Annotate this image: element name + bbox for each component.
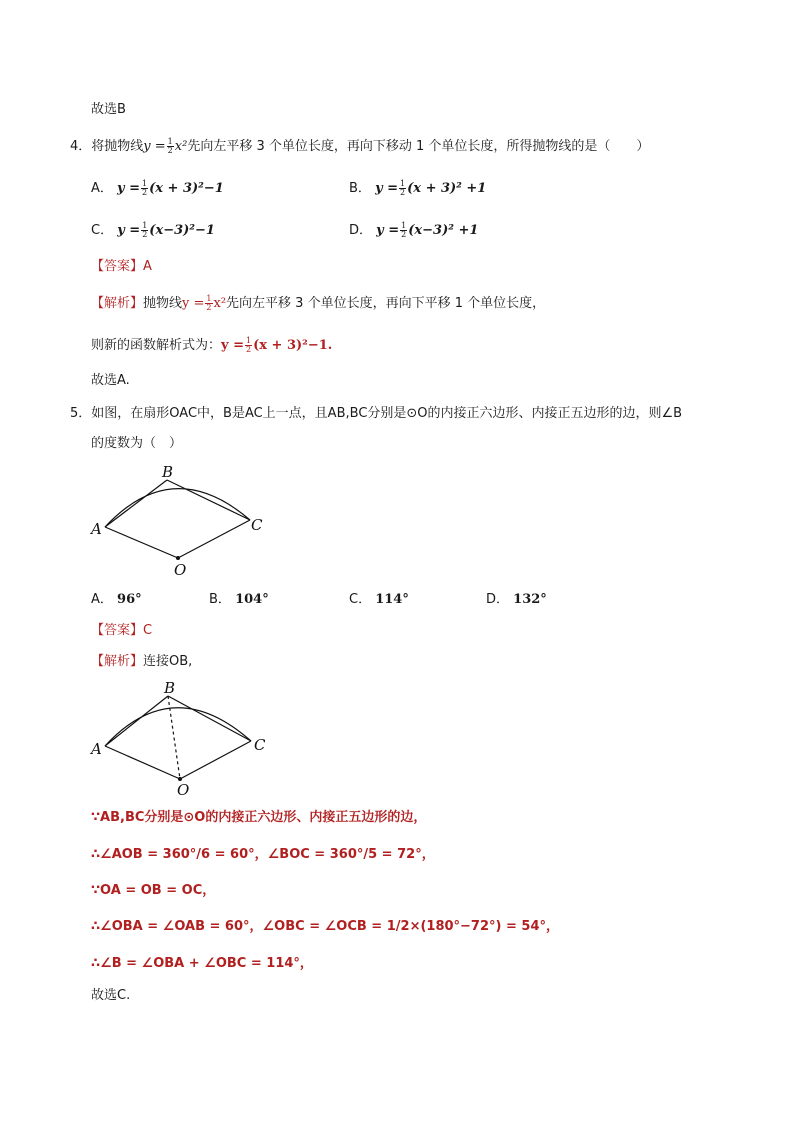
- q4-answer: 【答案】A: [91, 259, 152, 274]
- q4-number: 4．: [70, 139, 92, 154]
- fig2-label-a: A: [91, 740, 102, 758]
- q4-analysis: 【解析】抛物线y = $\frac{1}{2}$ x²先向左平移 3 个单位长度，再向下平移 1 个单位长度，: [91, 294, 546, 312]
- sector-figure-1: [85, 460, 275, 580]
- q5-option-a: A． 96°: [91, 592, 142, 607]
- fig2-label-b: B: [164, 679, 176, 697]
- q5-option-c: C． 114°: [349, 592, 409, 607]
- sector-figure-2: [85, 678, 275, 798]
- q4-option-d: D． y = $\frac{1}{2}$ (x−3)² +1: [349, 221, 479, 239]
- q4-option-b: B． y = $\frac{1}{2}$ (x + 3)² +1: [349, 179, 487, 197]
- fig1-label-b: B: [162, 463, 174, 481]
- prev-conclusion: 故选B: [91, 102, 126, 117]
- q4-formula-y: y =: [143, 139, 166, 154]
- fig2-label-c: C: [254, 736, 266, 754]
- q5-step-2: ∴∠AOB = 360°/6 = 60°，∠BOC = 360°/5 = 72°，: [91, 847, 435, 862]
- q5-option-d: D． 132°: [486, 592, 547, 607]
- q4-analysis-line2: 则新的函数解析式为：y = $\frac{1}{2}$ (x + 3)²−1.: [91, 336, 333, 354]
- q5-stem-line1: 5．如图，在扇形OAC中，B是AC上一点，且AB,BC分别是⊙O的内接正六边形、内接正五边形的边，则∠B: [70, 406, 683, 421]
- q5-conclusion: 故选C.: [91, 988, 131, 1003]
- fig1-label-c: C: [251, 516, 263, 534]
- q4-fraction: $\frac{1}{2}$: [167, 137, 173, 155]
- q4-conclusion: 故选A.: [91, 373, 130, 388]
- q4-stem: [70, 138, 649, 156]
- q4-option-c: C． y = $\frac{1}{2}$ (x−3)²−1: [91, 221, 215, 239]
- q4-stem-post: 先向左平移 3 个单位长度，再向下移动 1 个单位长度，所得抛物线的是（ ）: [187, 139, 650, 154]
- q5-stem-line2: 的度数为（ ）: [91, 436, 183, 451]
- fig1-label-o: O: [174, 561, 187, 579]
- q4-stem-pre: 将抛物线: [91, 139, 144, 154]
- q5-answer: 【答案】C: [91, 623, 153, 638]
- fig1-label-a: A: [91, 520, 102, 538]
- q5-step-1: ∵AB,BC分别是⊙O的内接正六边形、内接正五边形的边，: [91, 810, 427, 825]
- q5-option-b: B． 104°: [209, 592, 269, 607]
- q5-analysis-intro: 【解析】连接OB,: [91, 654, 193, 669]
- q4-option-a: A． y = $\frac{1}{2}$ (x + 3)²−1: [91, 179, 224, 197]
- q5-step-4: ∴∠OBA = ∠OAB = 60°，∠OBC = ∠OCB = 1/2×(180°−72°) = 54°，: [91, 919, 559, 934]
- q4-formula-x2: x²: [174, 139, 188, 154]
- fig2-label-o: O: [177, 781, 190, 798]
- q5-step-3: ∵OA = OB = OC，: [91, 883, 216, 898]
- q5-step-5: ∴∠B = ∠OBA + ∠OBC = 114°，: [91, 956, 313, 971]
